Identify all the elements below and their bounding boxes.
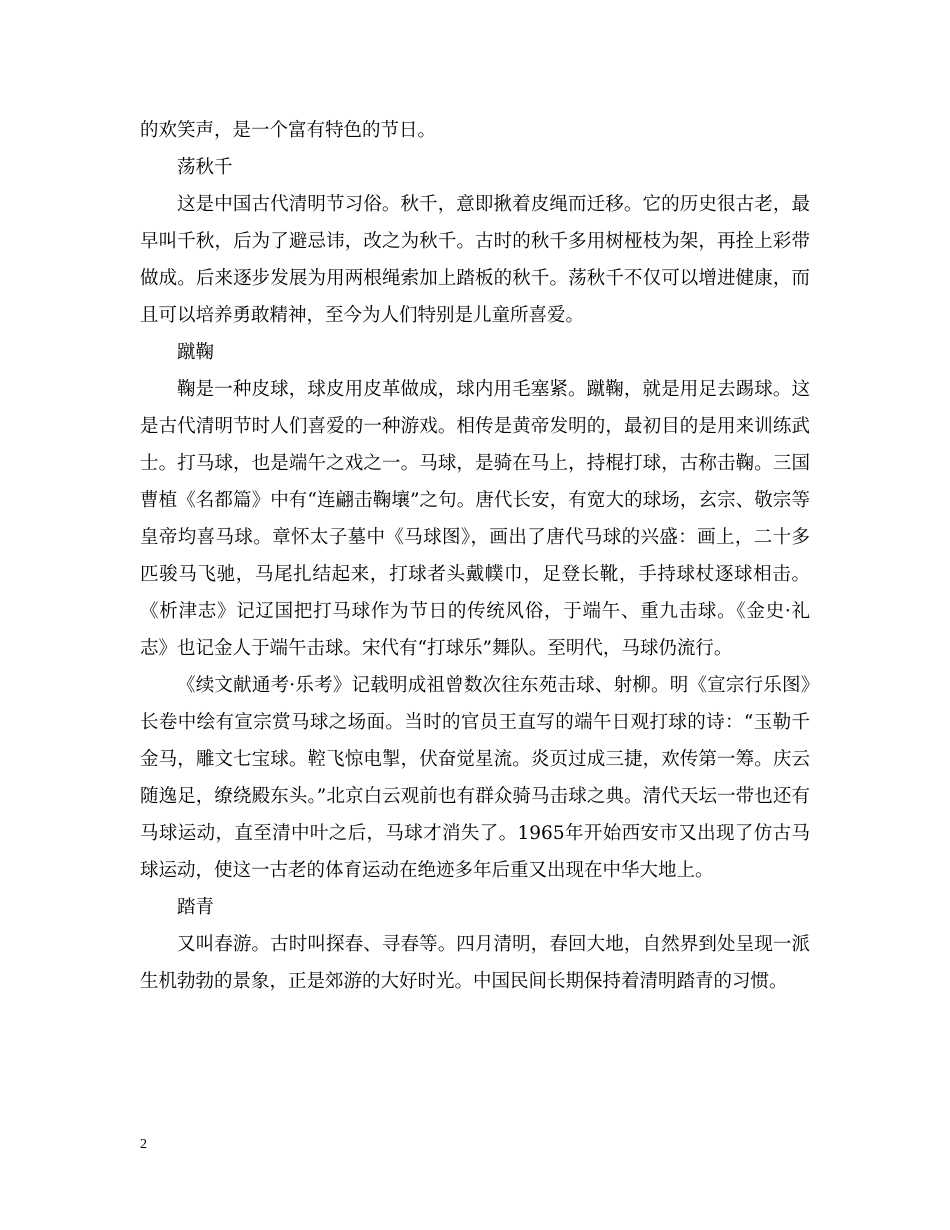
paragraph-taqing: 又叫春游。古时叫探春、寻春等。四月清明，春回大地，自然界到处呈现一派生机勃勃的景象，正是郊游的大好时光。中国民间长期保持着清明踏青的习惯。: [140, 934, 810, 992]
paragraph-continuation: 的欢笑声，是一个富有特色的节日。: [140, 120, 437, 141]
section-heading-taqing: 踏青: [177, 897, 215, 918]
section-heading-cuju: 蹴鞠: [177, 342, 215, 363]
section-heading-swing: 荡秋千: [177, 157, 233, 178]
page-number: 2: [140, 1137, 147, 1152]
paragraph-swing: 这是中国古代清明节习俗。秋千，意即揪着皮绳而迁移。它的历史很古老，最早叫千秋，后为了避忌讳，改之为秋千。古时的秋千多用树桠枝为架，再拴上彩带做成。后来逐步发展为用两根绳索加上踏板的秋千。荡秋千不仅可以增进健康，而且可以培养勇敢精神，至今为人们特别是儿童所喜爱。: [140, 194, 810, 326]
body-text: [140, 112, 810, 1000]
paragraph-cuju: 鞠是一种皮球，球皮用皮革做成，球内用毛塞紧。蹴鞠，就是用足去踢球。这是古代清明节时人们喜爱的一种游戏。相传是黄帝发明的，最初目的是用来训练武士。打马球，也是端午之戏之一。马球，是骑在马上，持棍打球，古称击鞠。三国曹植《名都篇》中有“连翩击鞠壤”之句。唐代长安，有宽大的球场，玄宗、敬宗等皇帝均喜马球。章怀太子墓中《马球图》，画出了唐代马球的兴盛：画上，二十多匹骏马飞驰，马尾扎结起来，打球者头戴幞巾，足登长靴，手持球杖逐球相击。《析津志》记辽国把打马球作为节日的传统风俗，于端午、重九击球。《金史·礼志》也记金人于端午击球。宋代有“打球乐”舞队。至明代，马球仍流行。: [140, 379, 810, 659]
paragraph-polo: 《续文献通考·乐考》记载明成祖曾数次往东苑击球、射柳。明《宣宗行乐图》长卷中绘有宣宗赏马球之场面。当时的官员王直写的端午日观打球的诗：“玉勒千金马，雕文七宝球。鞚飞惊电掣，伏奋觉星流。炎页过成三捷，欢传第一筹。庆云随逸足，缭绕殿东头。”北京白云观前也有群众骑马击球之典。清代天坛一带也还有马球运动，直至清中叶之后，马球才消失了。1965年开始西安市又出现了仿古马球运动，使这一古老的体育运动在绝迹多年后重又出现在中华大地上。: [140, 675, 810, 881]
